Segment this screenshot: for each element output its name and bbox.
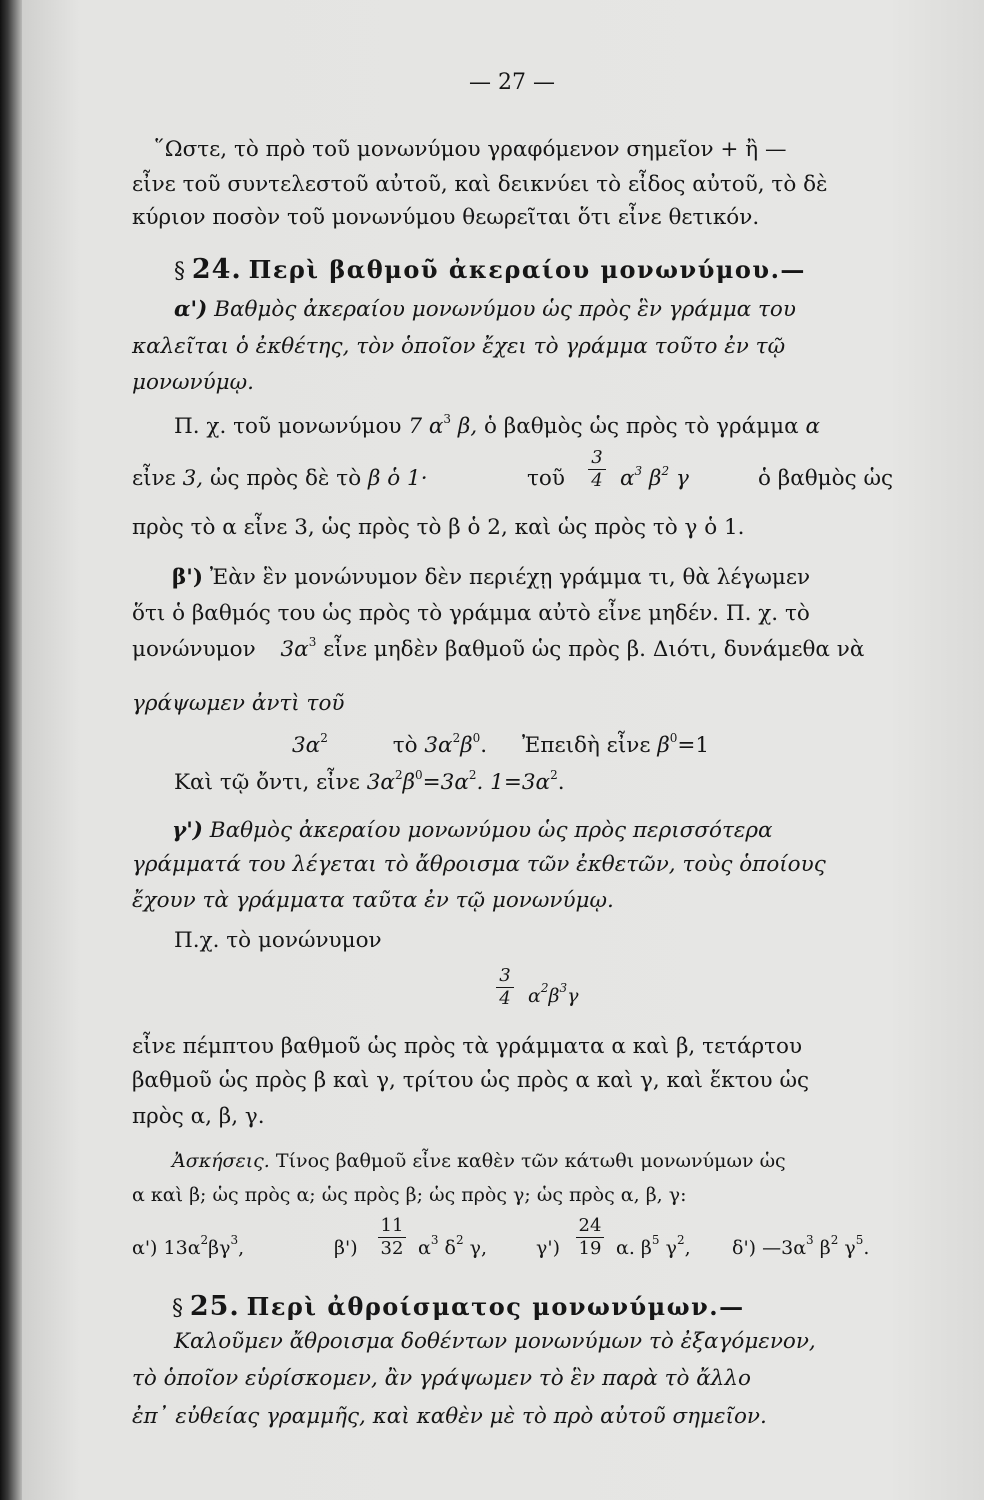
exercises-label: Ἀσκήσεις. [172,1150,270,1172]
math-var: β, [457,414,478,439]
section-symbol: § [172,1296,183,1321]
book-page [22,0,984,1500]
example-text: εἶνε [132,466,176,491]
definition-b-line [172,565,810,591]
paragraph-line: βαθμοῦ ὡς πρὸς β καὶ γ, τρίτου ὡς πρὸς α καὶ γ, καὶ ἕκτου ὡς [132,1068,810,1093]
example-line [132,466,428,492]
equation-line: Καὶ τῷ ὄντι, εἶνε $3\alpha^2\beta^0=3\alpha^2$. $1=3\alpha^2$. [174,768,565,795]
equation-line: $3\alpha^2$ τὸ $3\alpha^2\beta^0$. Ἐπειδὴ εἶνε $\beta^0=1$ [292,731,710,758]
math-var: β [367,466,381,491]
example-line [174,414,820,440]
exercise-item-b: $\alpha^3$ $\delta^2$ γ, [418,1233,488,1259]
definition-b-line: ὅτι ὁ βαθμός του ὡς πρὸς τὸ γράμμα αὐτὸ εἶνε μηδέν. Π. χ. τὸ [132,601,810,626]
example-line: πρὸς τὸ α εἶνε 3, ὡς πρὸς τὸ β ὁ 2, καὶ ὡς πρὸς τὸ γ ὁ 1. [132,515,745,540]
exercises-line: Ἀσκήσεις. Τίνος βαθμοῦ εἶνε καθὲν τῶν κάτωθι μονωνύμων ὡς [172,1150,786,1172]
math-var: α [805,414,820,439]
definition-label: α') [174,297,208,322]
paragraph-line: εἶνε τοῦ συντελεστοῦ αὐτοῦ, καὶ δεικνύει τὸ εἶδος αὐτοῦ, τὸ δὲ [132,172,828,197]
definition-text: Βαθμὸς ἀκεραίου μονωνύμου ὡς πρὸς ἓν γράμμα του [214,297,796,322]
exercise-item-a: α') $13\alpha^2\beta\gamma^3$, [132,1233,245,1259]
math-number: 3, [182,466,204,491]
definition-text: Ἐὰν ἓν μονώνυμον δὲν περιέχῃ γράμμα τι, θὰ λέγωμεν [209,565,811,590]
section-24-heading [174,254,806,285]
exercise-item-c-label: γ') [536,1237,560,1259]
monomial: $\alpha^2\beta^3\gamma$ [528,981,579,1007]
book-spine-shadow [0,0,22,1500]
section-25-heading [172,1291,745,1322]
section-number: 24. [191,254,242,285]
paragraph-line: ῞Ωστε, τὸ πρὸ τοῦ μονωνύμου γραφόμενον σημεῖον + ἢ — [154,137,787,162]
definition-b-line: γράψωμεν ἀντὶ τοῦ [132,691,345,716]
example-line: Π.χ. τὸ μονώνυμον [174,928,382,953]
paragraph-line: τὸ ὁποῖον εὑρίσκομεν, ἂν γράψωμεν τὸ ἓν παρὰ τὸ ἄλλο [132,1366,751,1391]
example-text: ὁ 1· [387,466,428,491]
page-number: — 27 — [469,70,555,95]
definition-a-line: μονωνύμῳ. [132,370,254,395]
paragraph-line: ἐπ᾽ εὐθείας γραμμῆς, καὶ καθὲν μὲ τὸ πρὸ αὐτοῦ σημεῖον. [132,1404,767,1429]
paragraph-line: πρὸς α, β, γ. [132,1104,265,1129]
definition-label: γ') [172,818,203,843]
math-var: α [428,414,444,439]
fraction: 11 32 [378,1216,406,1259]
definition-a-line: καλεῖται ὁ ἐκθέτης, τὸν ὁποῖον ἔχει τὸ γράμμα τοῦτο ἐν τῷ [132,334,786,359]
section-title: Περὶ βαθμοῦ ἀκεραίου μονωνύμου.— [248,255,806,284]
example-text: ὡς πρὸς δὲ τὸ [209,466,362,491]
definition-c-line: ἔχουν τὰ γράμματα ταῦτα ἐν τῷ μονωνύμῳ. [132,888,614,913]
fraction: 3 4 [496,966,514,1009]
section-number: 25. [189,1291,240,1322]
section-title: Περὶ ἀθροίσματος μονωνύμων.— [246,1292,745,1321]
monomial: $\alpha^3$ $\beta^2$ γ [620,464,689,491]
definition-a-line [174,297,796,323]
definition-c-line: γράμματά του λέγεται τὸ ἄθροισμα τῶν ἐκθετῶν, τοὺς ὁποίους [132,852,826,877]
exercise-item-d: δ') $—3\alpha^3$ $\beta^2$ $\gamma^5$. [732,1233,870,1259]
math-exp: 3 [443,412,452,426]
example-text: ὁ βαθμὸς ὡς [758,466,894,491]
paragraph-line: εἶνε πέμπτου βαθμοῦ ὡς πρὸς τὰ γράμματα α καὶ β, τετάρτου [132,1034,803,1059]
fraction [588,448,606,491]
math-coef: 7 [408,414,423,439]
definition-c-line: γ') Βαθμὸς ἀκεραίου μονωνύμου ὡς πρὸς περισσότερα [172,818,773,843]
exercises-line: α καὶ β; ὡς πρὸς α; ὡς πρὸς β; ὡς πρὸς γ; ὡς πρὸς α, β, γ: [132,1184,687,1206]
fraction-denominator: 4 [591,470,603,491]
example-text: ὁ βαθμὸς ὡς πρὸς τὸ γράμμα [484,414,799,439]
exercise-item-b-label: β') [334,1237,358,1259]
fraction: 24 19 [576,1216,604,1259]
definition-label: β') [172,565,204,590]
section-symbol: § [174,259,185,284]
example-text: Π. χ. τοῦ μονωνύμου [174,414,402,439]
example-text: τοῦ [527,466,565,491]
definition-b-line: μονώνυμον $3\alpha^3$ εἶνε μηδὲν βαθμοῦ ὡς πρὸς β. Διότι, δυνάμεθα νὰ [132,635,865,662]
exercise-item-c: α. $\beta^5$ $\gamma^2$, [616,1233,691,1259]
fraction-numerator: 3 [591,447,603,468]
paragraph-line: Καλοῦμεν ἄθροισμα δοθέντων μονωνύμων τὸ ἐξαγόμενον, [174,1329,816,1354]
paragraph-line: κύριον ποσὸν τοῦ μονωνύμου θεωρεῖται ὅτι εἶνε θετικόν. [132,205,760,230]
